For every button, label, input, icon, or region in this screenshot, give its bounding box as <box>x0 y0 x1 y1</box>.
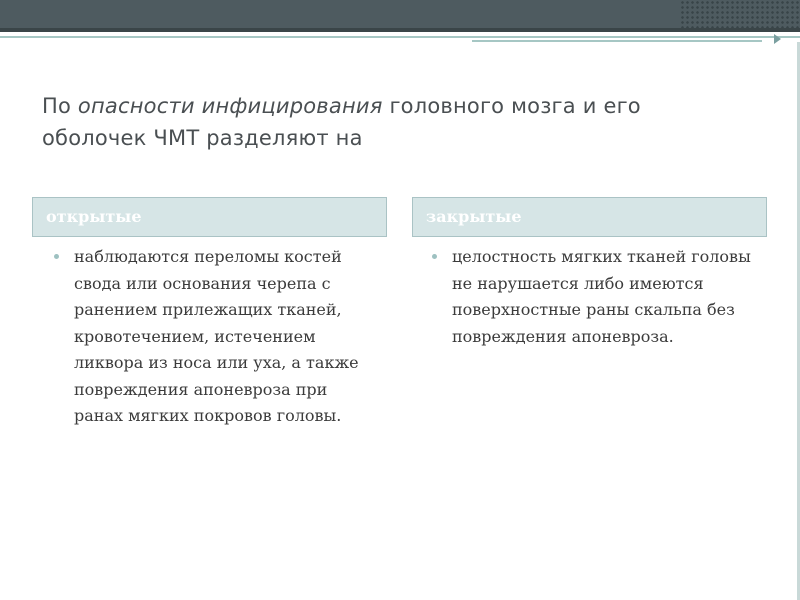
title-italic: опасности инфицирования <box>77 94 383 118</box>
column-text-open: наблюдаются переломы костей свода или основания черепа с ранением прилежащих тканей, кровотечением, истечением ликвора из носа или уха, а также повреждения апоневроза при ранах мягких покровов головы. <box>74 247 359 425</box>
column-header-open: открытые <box>32 197 387 237</box>
title-line2: оболочек ЧМТ разделяют на <box>42 126 363 150</box>
bullet-icon <box>432 254 437 259</box>
title-prefix: По <box>42 94 78 118</box>
column-text-closed: целостность мягких тканей головы не нарушается либо имеются поверхностные раны скальпа без повреждения апоневроза. <box>452 247 751 346</box>
slide-title <box>42 90 742 154</box>
accent-line <box>0 36 800 38</box>
column-header-closed: закрытые <box>412 197 767 237</box>
arrow-icon <box>774 34 781 44</box>
top-bar-shadow <box>0 28 800 32</box>
column-body-closed <box>432 244 762 350</box>
accent-line-secondary <box>472 40 762 42</box>
column-body-open <box>54 244 374 430</box>
bullet-icon <box>54 254 59 259</box>
title-line1-rest: головного мозга и его <box>382 94 641 118</box>
dot-pattern <box>680 0 800 28</box>
